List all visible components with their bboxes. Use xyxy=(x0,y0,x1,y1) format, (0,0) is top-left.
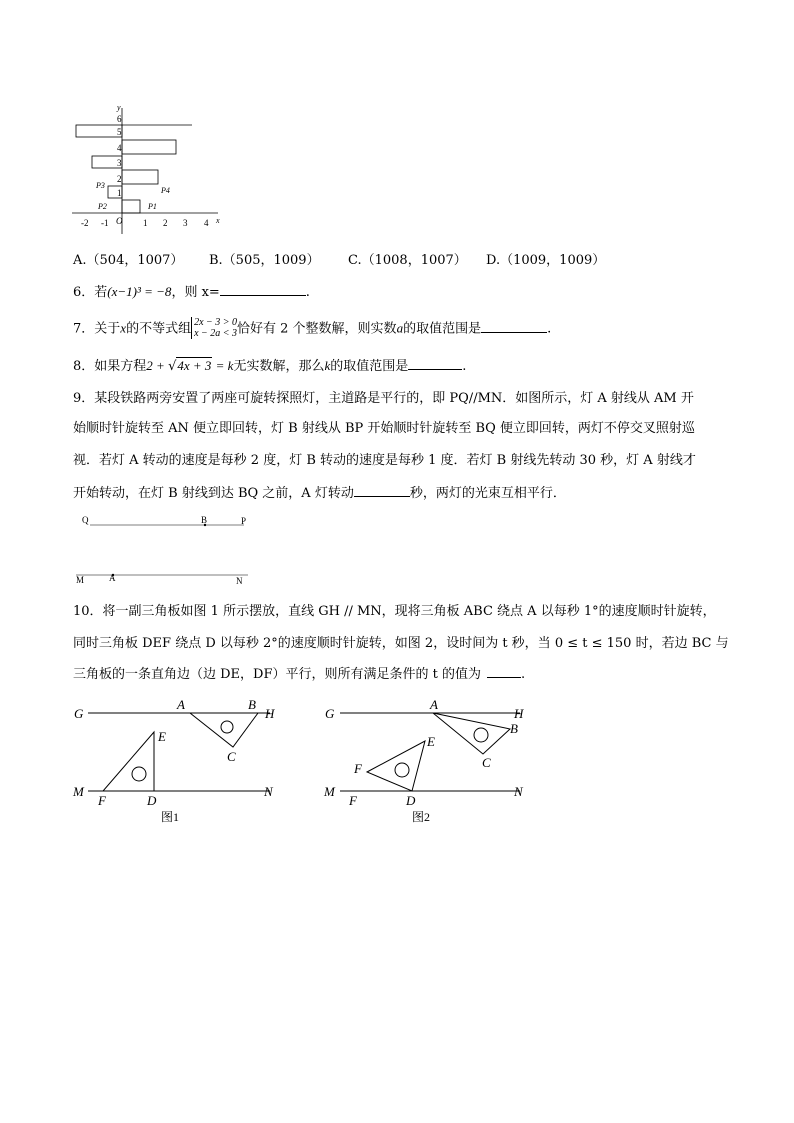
svg-text:A: A xyxy=(430,697,438,712)
figure-2 xyxy=(320,695,535,825)
svg-text:E: E xyxy=(158,729,166,744)
sqrt-sign: √ xyxy=(168,359,177,374)
q8-answer-blank[interactable] xyxy=(408,357,462,370)
svg-text:G: G xyxy=(74,706,84,721)
svg-text:C: C xyxy=(227,749,236,764)
svg-text:D: D xyxy=(406,793,416,808)
x-axis-label: x xyxy=(216,216,220,225)
x-tick: 2 xyxy=(163,218,168,228)
svg-text:C: C xyxy=(482,755,491,770)
question-8: 8．如果方程2 + √4x + 3 = k无实数解，那么k的取值范围是 . xyxy=(73,358,467,374)
q9-figure xyxy=(72,510,262,588)
svg-text:E: E xyxy=(427,734,435,749)
figure-1-caption: 图1 xyxy=(161,810,180,824)
question-9-line: 9．某段铁路两旁安置了两座可旋转探照灯，主道路是平行的，即 PQ//MN．如图所示，灯 A 射线从 AM 开 xyxy=(73,391,694,406)
question-9-line: 视．若灯 A 转动的速度是每秒 2 度，灯 B 转动的速度是每秒 1 度．若灯 B 射线先转动 30 秒，灯 A 射线才 xyxy=(73,453,696,468)
origin-label: O xyxy=(116,216,123,226)
label-q: Q xyxy=(82,515,89,525)
figure-1 xyxy=(70,695,285,825)
radicand: 4x + 3 xyxy=(177,358,212,373)
x-tick: 3 xyxy=(183,218,188,228)
y-tick: 3 xyxy=(117,158,122,168)
q6-answer-blank[interactable] xyxy=(220,283,306,296)
svg-text:F: F xyxy=(349,793,357,808)
svg-text:D: D xyxy=(147,793,157,808)
x-tick: 1 xyxy=(143,218,148,228)
svg-text:H: H xyxy=(514,706,524,721)
y-tick: 2 xyxy=(117,174,122,184)
x-tick: -1 xyxy=(101,218,109,228)
point-label: P2 xyxy=(98,202,107,211)
y-tick: 1 xyxy=(117,188,122,198)
x-tick: -2 xyxy=(81,218,89,228)
question-10-line: 三角板的一条直角边（边 DE，DF）平行，则所有满足条件的 t 的值为 . xyxy=(73,667,526,682)
inequality-system: 2x − 3 > 0 x − 2a < 3 xyxy=(191,317,237,339)
x-tick: 4 xyxy=(204,218,209,228)
y-tick: 4 xyxy=(117,143,122,153)
svg-text:F: F xyxy=(98,793,106,808)
figure-2-caption: 图2 xyxy=(412,810,431,824)
svg-text:N: N xyxy=(264,784,273,799)
point-label: P1 xyxy=(148,202,157,211)
svg-text:M: M xyxy=(324,784,335,799)
q10-answer-blank[interactable] xyxy=(487,665,521,678)
question-9-line: 开始转动，在灯 B 射线到达 BQ 之前，A 灯转动 秒，两灯的光束互相平行． xyxy=(73,486,566,501)
staircase-graph xyxy=(68,100,228,240)
svg-text:G: G xyxy=(325,706,335,721)
option-a: A.（504，1007） xyxy=(73,253,184,268)
option-d: D.（1009，1009） xyxy=(486,253,606,268)
point-label: P4 xyxy=(161,186,170,195)
svg-text:N: N xyxy=(514,784,523,799)
question-10-line: 10．将一副三角板如图 1 所示摆放，直线 GH // MN，现将三角板 ABC 绕点 A 以每秒 1°的速度顺时针旋转， xyxy=(73,604,716,619)
label-b: B xyxy=(201,515,208,525)
label-p: P xyxy=(241,516,247,526)
svg-text:B: B xyxy=(510,721,518,736)
question-10-line: 同时三角板 DEF 绕点 D 以每秒 2°的速度顺时针旋转，如图 2，设时间为 t 秒，当 0 ≤ t ≤ 150 时，若边 BC 与 xyxy=(73,636,729,651)
y-tick: 6 xyxy=(117,114,122,124)
y-axis-label: y xyxy=(117,103,121,112)
y-tick: 5 xyxy=(117,127,122,137)
label-a: A xyxy=(109,573,116,583)
question-7: 7．关于x的不等式组 2x − 3 > 0 x − 2a < 3恰好有 2 个整数解，则实数a的取值范围是 . xyxy=(73,317,552,339)
svg-text:B: B xyxy=(248,697,256,712)
question-6: 6．若(x−1)³ = −8，则 x= . xyxy=(73,284,310,300)
svg-text:M: M xyxy=(73,784,84,799)
q9-answer-blank[interactable] xyxy=(354,484,410,497)
option-c: C.（1008，1007） xyxy=(348,253,467,268)
question-9-line: 始顺时针旋转至 AN 便立即回转，灯 B 射线从 BP 开始顺时针旋转至 BQ 便立即回转，两灯不停交叉照射巡 xyxy=(73,421,695,436)
label-n: N xyxy=(236,576,243,586)
q6-equation: (x−1)³ = −8 xyxy=(107,284,172,299)
point-label: P3 xyxy=(96,181,105,190)
svg-text:A: A xyxy=(177,697,185,712)
q7-answer-blank[interactable] xyxy=(481,320,547,333)
label-m: M xyxy=(76,575,85,585)
svg-text:F: F xyxy=(354,761,362,776)
svg-text:H: H xyxy=(265,706,275,721)
option-b: B.（505，1009） xyxy=(209,253,320,268)
